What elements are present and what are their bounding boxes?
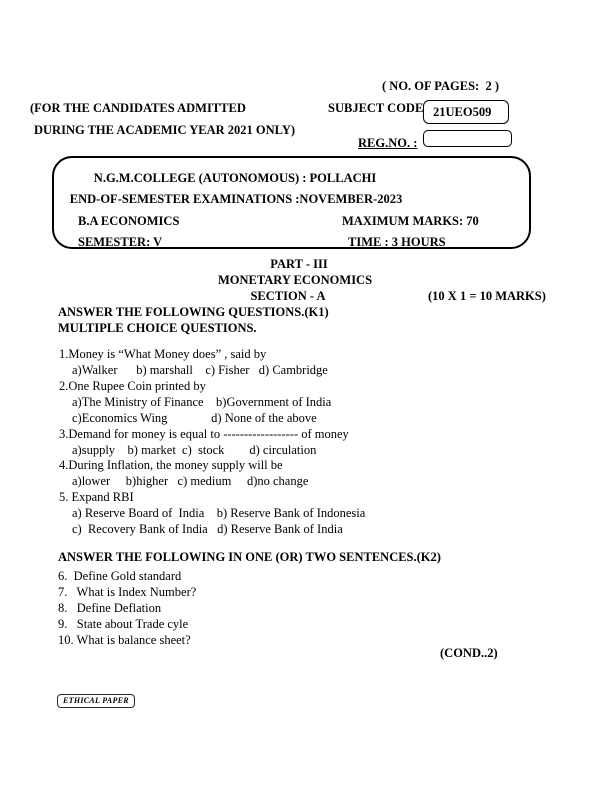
continued-note: (COND..2) <box>440 646 498 660</box>
question-5-options-line2: c) Recovery Bank of India d) Reserve Bank of India <box>72 522 343 536</box>
question-5: 5. Expand RBI <box>59 490 134 504</box>
question-4-options: a)lower b)higher c) medium d)no change <box>72 474 309 488</box>
candidates-note-line1: (FOR THE CANDIDATES ADMITTED <box>30 101 246 115</box>
k2-heading: ANSWER THE FOLLOWING IN ONE (OR) TWO SENTENCES.(K2) <box>58 550 441 564</box>
question-1: 1.Money is “What Money does” , said by <box>59 347 267 361</box>
ethical-paper-badge: ETHICAL PAPER <box>57 694 135 708</box>
max-marks: MAXIMUM MARKS: 70 <box>342 214 479 228</box>
semester: SEMESTER: V <box>78 235 163 249</box>
k1-subheading: MULTIPLE CHOICE QUESTIONS. <box>58 321 257 335</box>
exam-time: TIME : 3 HOURS <box>348 235 446 249</box>
question-3: 3.Demand for money is equal to ------------------ of money <box>59 427 349 441</box>
question-6: 6. Define Gold standard <box>58 569 182 583</box>
section-a-marks: (10 X 1 = 10 MARKS) <box>428 289 546 303</box>
regno-box <box>423 130 512 147</box>
candidates-note-line2: DURING THE ACADEMIC YEAR 2021 ONLY) <box>34 123 296 137</box>
college-name: N.G.M.COLLEGE (AUTONOMOUS) : POLLACHI <box>93 171 377 185</box>
exam-title: END-OF-SEMESTER EXAMINATIONS :NOVEMBER-2023 <box>69 192 403 206</box>
question-9: 9. State about Trade cyle <box>58 617 189 631</box>
question-2-options-line2: c)Economics Wing d) None of the above <box>72 411 317 425</box>
question-2-options-line1: a)The Ministry of Finance b)Government of India <box>72 395 332 409</box>
subject-code-box <box>423 100 509 124</box>
subject-title: MONETARY ECONOMICS <box>217 273 373 287</box>
k1-heading: ANSWER THE FOLLOWING QUESTIONS.(K1) <box>58 305 329 319</box>
section-a-title: SECTION - A <box>250 289 326 303</box>
program-name: B.A ECONOMICS <box>78 214 180 228</box>
question-8: 8. Define Deflation <box>58 601 162 615</box>
question-7: 7. What is Index Number? <box>58 585 197 599</box>
question-3-options: a)supply b) market c) stock d) circulation <box>72 443 317 457</box>
subject-code-label: SUBJECT CODE <box>328 101 424 115</box>
subject-code-value: 21UEO509 <box>433 104 492 119</box>
question-10: 10. What is balance sheet? <box>58 633 191 647</box>
question-4: 4.During Inflation, the money supply will be <box>59 458 283 472</box>
part-title: PART - III <box>270 257 328 271</box>
question-1-options: a)Walker b) marshall c) Fisher d) Cambridge <box>72 363 328 377</box>
question-5-options-line1: a) Reserve Board of India b) Reserve Bank of Indonesia <box>72 506 366 520</box>
pages-count-note: ( NO. OF PAGES: 2 ) <box>382 79 500 93</box>
regno-label: REG.NO. : <box>358 136 418 150</box>
question-2: 2.One Rupee Coin printed by <box>59 379 206 393</box>
